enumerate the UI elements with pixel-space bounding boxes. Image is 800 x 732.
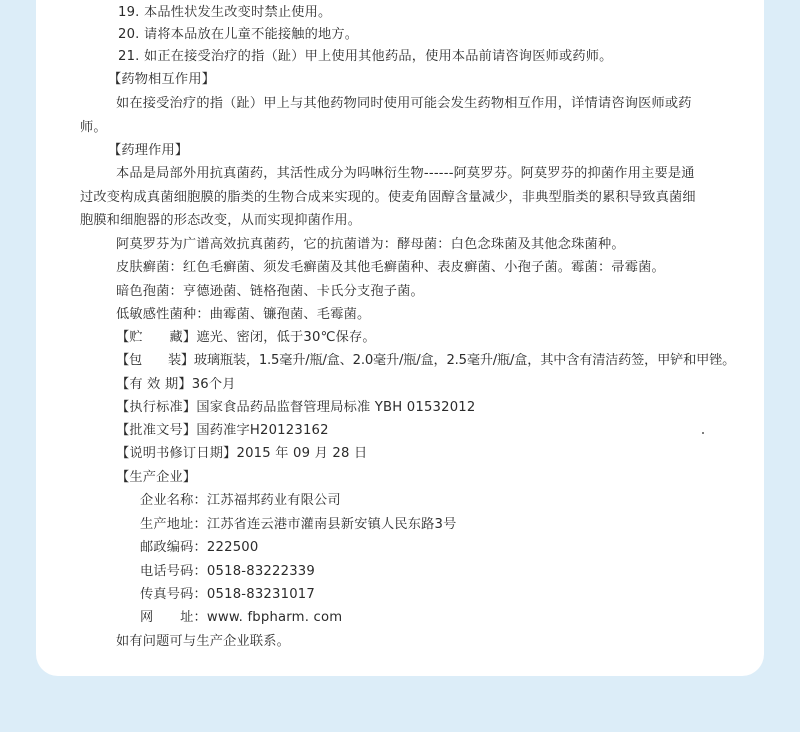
pharmacology-text-5: 皮肤癣菌：红色毛癣菌、须发毛癣菌及其他毛癣菌种、表皮癣菌、小孢子菌。霉菌：帚霉菌。 [116, 260, 665, 275]
pharmacology-text-6: 暗色孢菌：亨德逊菌、链格孢菌、卡氏分支孢子菌。 [116, 284, 424, 299]
address-line: 生产地址：江苏省连云港市灌南县新安镇人民东路3号 [140, 517, 457, 532]
package-line: 【包 装】玻璃瓶装，1.5毫升/瓶/盒、2.0毫升/瓶/盒，2.5毫升/瓶/盒，其中含有清洁药签，甲铲和甲锉。 [116, 353, 736, 368]
section-heading-interaction: 【药物相互作用】 [108, 72, 216, 87]
company-name-line: 企业名称：江苏福邦药业有限公司 [140, 493, 341, 508]
item-21: 21. 如正在接受治疗的指（趾）甲上使用其他药品，使用本品前请咨询医师或药师。 [118, 49, 613, 64]
section-heading-pharmacology: 【药理作用】 [108, 143, 189, 158]
phone-line: 电话号码：0518-83222339 [140, 564, 315, 579]
validity-line: 【有 效 期】36个月 [116, 377, 236, 392]
pharmacology-text-7: 低敏感性菌种：曲霉菌、镰孢菌、毛霉菌。 [116, 307, 371, 322]
fax-line: 传真号码：0518-83231017 [140, 587, 315, 602]
leaflet-sheet [36, 0, 764, 676]
standard-line: 【执行标准】国家食品药品监督管理局标准 YBH 01532012 [116, 400, 476, 415]
pharmacology-text-1: 本品是局部外用抗真菌药，其活性成分为吗啉衍生物------阿莫罗芬。阿莫罗芬的抑菌作用主要是通 [116, 166, 695, 181]
pharmacology-text-2: 过改变构成真菌细胞膜的脂类的生物合成来实现的。使麦角固醇含量减少，非典型脂类的累积导致真菌细 [80, 190, 696, 205]
item-19: 19. 本品性状发生改变时禁止使用。 [118, 5, 332, 20]
contact-note-line: 如有问题可与生产企业联系。 [116, 634, 291, 649]
speck-mark [702, 432, 704, 434]
approval-line: 【批准文号】国药准字H20123162 [116, 423, 329, 438]
storage-line: 【贮 藏】遮光、密闭，低于30℃保存。 [116, 330, 376, 345]
interaction-text-1: 如在接受治疗的指（趾）甲上与其他药物同时使用可能会发生药物相互作用，详情请咨询医师或药 [116, 96, 692, 111]
section-heading-manufacturer: 【生产企业】 [116, 470, 197, 485]
pharmacology-text-3: 胞膜和细胞器的形态改变，从而实现抑菌作用。 [80, 213, 362, 228]
postcode-line: 邮政编码：222500 [140, 540, 259, 555]
interaction-text-2: 师。 [80, 120, 107, 135]
website-line: 网 址：www. fbpharm. com [140, 610, 343, 625]
pharmacology-text-4: 阿莫罗芬为广谱高效抗真菌药，它的抗菌谱为：酵母菌：白色念珠菌及其他念珠菌种。 [116, 237, 625, 252]
item-20: 20. 请将本品放在儿童不能接触的地方。 [118, 27, 359, 42]
revision-date-line: 【说明书修订日期】2015 年 09 月 28 日 [116, 446, 368, 461]
